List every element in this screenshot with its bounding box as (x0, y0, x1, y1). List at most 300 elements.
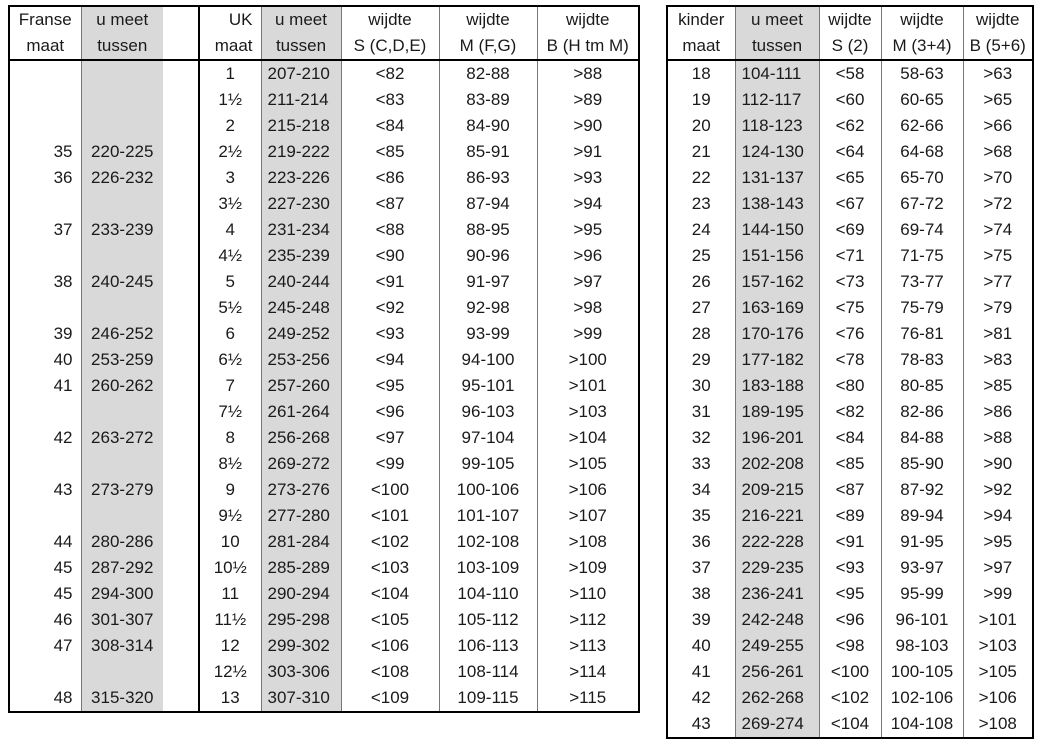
table-cell: 87-94 (439, 191, 537, 217)
table-cell (163, 607, 199, 633)
table-cell: 4½ (199, 243, 261, 269)
table-row (667, 347, 1033, 373)
table-cell: <87 (819, 477, 881, 503)
table-cell: >95 (537, 217, 639, 243)
table-cell: 92-98 (439, 295, 537, 321)
table-row (667, 269, 1033, 295)
table-cell: 27 (691, 298, 711, 317)
table-cell: 73-77 (881, 269, 963, 295)
table-cell: <97 (341, 425, 439, 451)
table-cell: 118-123 (735, 113, 819, 139)
table-cell: 236-241 (735, 581, 819, 607)
column-header: wijdte (881, 6, 963, 33)
table-cell: 294-300 (81, 581, 163, 607)
table-cell: 227-230 (261, 191, 341, 217)
table-row (667, 477, 1033, 503)
table-cell: 38 (53, 272, 73, 291)
table-cell: <95 (819, 581, 881, 607)
table-cell: 219-222 (261, 139, 341, 165)
table-cell: 88-95 (439, 217, 537, 243)
table-cell: 91-95 (881, 529, 963, 555)
table-cell (163, 425, 199, 451)
table-row (9, 633, 639, 659)
table-row (9, 113, 639, 139)
table-cell: <92 (341, 295, 439, 321)
table-cell: 7½ (199, 399, 261, 425)
table-cell: 12 (199, 633, 261, 659)
table-cell: 30 (691, 376, 711, 395)
table-cell (163, 581, 199, 607)
children-size-table-header (667, 6, 1033, 60)
table-cell: 100-106 (439, 477, 537, 503)
table-cell: 13 (199, 685, 261, 712)
table-cell: >90 (963, 451, 1033, 477)
table-cell: 290-294 (261, 581, 341, 607)
table-row (667, 87, 1033, 113)
table-cell: 102-106 (881, 685, 963, 711)
table-cell: 33 (691, 454, 711, 473)
table-cell: >109 (537, 555, 639, 581)
table-row (667, 659, 1033, 685)
table-cell: 216-221 (735, 503, 819, 529)
table-cell: 98-103 (881, 633, 963, 659)
table-cell: 242-248 (735, 607, 819, 633)
table-cell: 211-214 (261, 87, 341, 113)
table-row (667, 217, 1033, 243)
table-cell: 42 (53, 428, 73, 447)
table-cell: <91 (341, 269, 439, 295)
table-row (9, 295, 639, 321)
table-cell: 45 (53, 584, 73, 603)
table-cell: 1½ (199, 87, 261, 113)
table-cell: <83 (341, 87, 439, 113)
table-row (667, 555, 1033, 581)
table-cell: <104 (819, 711, 881, 738)
table-cell: <82 (341, 60, 439, 87)
table-row (9, 243, 639, 269)
table-cell: 36 (53, 168, 73, 187)
table-cell (163, 373, 199, 399)
table-cell (163, 503, 199, 529)
table-cell: 253-256 (261, 347, 341, 373)
table-cell: 144-150 (735, 217, 819, 243)
table-cell: <76 (819, 321, 881, 347)
table-row (667, 503, 1033, 529)
table-cell: 85-90 (881, 451, 963, 477)
table-cell: >96 (537, 243, 639, 269)
table-cell: 78-83 (881, 347, 963, 373)
adult-size-table-header (9, 6, 639, 60)
header-row (667, 33, 1033, 60)
table-cell: 39 (691, 610, 711, 629)
table-cell: 7 (199, 373, 261, 399)
table-cell: 40 (691, 636, 711, 655)
table-row (667, 711, 1033, 738)
table-cell: <86 (341, 165, 439, 191)
table-cell: >97 (537, 269, 639, 295)
table-cell: >97 (963, 555, 1033, 581)
table-row (9, 191, 639, 217)
table-cell: 240-244 (261, 269, 341, 295)
table-cell: >104 (537, 425, 639, 451)
table-cell: 23 (691, 194, 711, 213)
table-cell: 261-264 (261, 399, 341, 425)
table-cell: 64-68 (881, 139, 963, 165)
table-cell: 177-182 (735, 347, 819, 373)
table-cell: 307-310 (261, 685, 341, 712)
table-cell: 60-65 (881, 87, 963, 113)
table-cell: 84-90 (439, 113, 537, 139)
table-cell (81, 399, 163, 425)
table-cell (163, 191, 199, 217)
table-cell: 8½ (199, 451, 261, 477)
table-cell: 287-292 (81, 555, 163, 581)
table-row (667, 399, 1033, 425)
table-cell: 108-114 (439, 659, 537, 685)
column-header: M (3+4) (881, 33, 963, 60)
table-cell: 35 (691, 506, 711, 525)
table-cell: >113 (537, 633, 639, 659)
table-cell: 69-74 (881, 217, 963, 243)
column-header: wijdte (341, 6, 439, 33)
table-cell: 71-75 (881, 243, 963, 269)
table-cell: <96 (341, 399, 439, 425)
table-cell: 308-314 (81, 633, 163, 659)
adult-size-table-body (9, 60, 639, 712)
table-row (667, 191, 1033, 217)
table-cell: 47 (53, 636, 73, 655)
table-cell: >83 (963, 347, 1033, 373)
column-header: M (F,G) (439, 33, 537, 60)
column-header: B (H tm M) (537, 33, 639, 60)
table-row (9, 347, 639, 373)
table-cell: 45 (53, 558, 73, 577)
table-cell: >110 (537, 581, 639, 607)
table-cell: <89 (819, 503, 881, 529)
table-cell: 229-235 (735, 555, 819, 581)
table-cell: 223-226 (261, 165, 341, 191)
table-cell: 262-268 (735, 685, 819, 711)
table-cell: 84-88 (881, 425, 963, 451)
table-cell: <85 (819, 451, 881, 477)
table-cell: 22 (691, 168, 711, 187)
table-cell (163, 659, 199, 685)
table-cell: 95-101 (439, 373, 537, 399)
table-cell: 6 (199, 321, 261, 347)
table-cell: 256-268 (261, 425, 341, 451)
table-cell: 101-107 (439, 503, 537, 529)
table-cell: 189-195 (735, 399, 819, 425)
table-cell: 80-85 (881, 373, 963, 399)
table-cell: >103 (537, 399, 639, 425)
table-cell: 43 (691, 714, 711, 733)
table-cell: 97-104 (439, 425, 537, 451)
table-cell: >63 (963, 60, 1033, 87)
column-header: tussen (261, 33, 341, 60)
table-cell: 28 (691, 324, 711, 343)
table-cell: 29 (691, 350, 711, 369)
table-cell: <58 (819, 60, 881, 87)
table-cell: 299-302 (261, 633, 341, 659)
table-cell: >65 (963, 87, 1033, 113)
column-header: S (2) (819, 33, 881, 60)
table-cell (163, 139, 199, 165)
table-cell: 104-108 (881, 711, 963, 738)
table-cell (81, 243, 163, 269)
table-cell: 102-108 (439, 529, 537, 555)
table-row (667, 295, 1033, 321)
table-row (9, 87, 639, 113)
table-cell: 83-89 (439, 87, 537, 113)
table-cell (81, 503, 163, 529)
table-cell: 90-96 (439, 243, 537, 269)
table-cell: 285-289 (261, 555, 341, 581)
table-cell (9, 60, 81, 87)
table-cell (163, 217, 199, 243)
column-header: wijdte (537, 6, 639, 33)
table-cell: <105 (341, 607, 439, 633)
table-cell: 151-156 (735, 243, 819, 269)
column-header: u meet (735, 6, 819, 33)
table-cell: 112-117 (735, 87, 819, 113)
table-cell: >107 (537, 503, 639, 529)
column-header (163, 6, 199, 33)
table-cell: >99 (537, 321, 639, 347)
table-cell: 249-252 (261, 321, 341, 347)
table-cell: <84 (819, 425, 881, 451)
column-header: S (C,D,E) (341, 33, 439, 60)
table-cell (163, 113, 199, 139)
table-cell: 85-91 (439, 139, 537, 165)
table-cell: 215-218 (261, 113, 341, 139)
table-cell: 95-99 (881, 581, 963, 607)
table-cell: 9½ (199, 503, 261, 529)
table-cell: 6½ (199, 347, 261, 373)
table-row (9, 373, 639, 399)
column-header: UK (199, 6, 261, 33)
table-cell: 1 (199, 60, 261, 87)
table-cell: 256-261 (735, 659, 819, 685)
table-cell: <80 (819, 373, 881, 399)
table-cell: 25 (691, 246, 711, 265)
column-header: wijdte (819, 6, 881, 33)
table-cell: 91-97 (439, 269, 537, 295)
table-cell: >91 (537, 139, 639, 165)
table-row (9, 321, 639, 347)
adult-size-table (8, 5, 640, 713)
table-cell: >86 (963, 399, 1033, 425)
table-cell: 75-79 (881, 295, 963, 321)
table-cell: <90 (341, 243, 439, 269)
table-cell: <64 (819, 139, 881, 165)
table-cell: 34 (691, 480, 711, 499)
table-cell: >74 (963, 217, 1033, 243)
table-cell: 93-99 (439, 321, 537, 347)
table-row (9, 451, 639, 477)
table-row (9, 60, 639, 87)
table-row (9, 581, 639, 607)
table-row (667, 581, 1033, 607)
table-cell: 82-86 (881, 399, 963, 425)
table-cell: >101 (963, 607, 1033, 633)
table-cell: >94 (537, 191, 639, 217)
table-cell (9, 659, 81, 685)
table-cell: <102 (819, 685, 881, 711)
table-cell: 2½ (199, 139, 261, 165)
table-cell: <65 (819, 165, 881, 191)
table-cell: <67 (819, 191, 881, 217)
table-cell: <101 (341, 503, 439, 529)
table-cell: 67-72 (881, 191, 963, 217)
table-cell: <96 (819, 607, 881, 633)
table-cell: >108 (537, 529, 639, 555)
table-cell: >103 (963, 633, 1033, 659)
table-cell: >68 (963, 139, 1033, 165)
table-cell: 269-274 (735, 711, 819, 738)
table-cell: 163-169 (735, 295, 819, 321)
table-cell: 42 (691, 688, 711, 707)
table-cell (163, 60, 199, 87)
table-cell: <82 (819, 399, 881, 425)
table-cell: >95 (963, 529, 1033, 555)
table-cell: 105-112 (439, 607, 537, 633)
table-cell: 253-259 (81, 347, 163, 373)
table-row (667, 529, 1033, 555)
table-cell (163, 685, 199, 712)
table-cell: 10½ (199, 555, 261, 581)
table-cell: >93 (537, 165, 639, 191)
table-row (667, 633, 1033, 659)
table-cell: >106 (963, 685, 1033, 711)
table-cell: >101 (537, 373, 639, 399)
table-cell: >100 (537, 347, 639, 373)
table-cell: 96-101 (881, 607, 963, 633)
table-cell: <94 (341, 347, 439, 373)
table-cell: <108 (341, 659, 439, 685)
table-cell: 273-276 (261, 477, 341, 503)
table-cell: 10 (199, 529, 261, 555)
table-cell: 36 (691, 532, 711, 551)
table-cell: 273-279 (81, 477, 163, 503)
table-cell: 280-286 (81, 529, 163, 555)
table-row (667, 113, 1033, 139)
table-cell: 106-113 (439, 633, 537, 659)
table-cell: 62-66 (881, 113, 963, 139)
table-row (9, 139, 639, 165)
table-row (667, 373, 1033, 399)
table-cell: <75 (819, 295, 881, 321)
table-cell: 40 (53, 350, 73, 369)
table-cell: 301-307 (81, 607, 163, 633)
table-cell: 19 (691, 90, 711, 109)
table-cell: 260-262 (81, 373, 163, 399)
table-cell: >89 (537, 87, 639, 113)
table-cell: <99 (341, 451, 439, 477)
table-cell: 207-210 (261, 60, 341, 87)
table-cell: <104 (341, 581, 439, 607)
table-cell (163, 451, 199, 477)
table-cell (9, 503, 81, 529)
table-cell: >98 (537, 295, 639, 321)
table-cell: <100 (819, 659, 881, 685)
table-cell: >99 (963, 581, 1033, 607)
table-cell: >79 (963, 295, 1033, 321)
table-cell: 222-228 (735, 529, 819, 555)
table-cell (163, 529, 199, 555)
table-cell (9, 451, 81, 477)
table-row (9, 555, 639, 581)
header-row (667, 6, 1033, 33)
table-cell (81, 295, 163, 321)
table-cell: <98 (819, 633, 881, 659)
table-cell: 82-88 (439, 60, 537, 87)
table-cell: >115 (537, 685, 639, 712)
table-row (9, 399, 639, 425)
table-cell (81, 60, 163, 87)
table-cell: 131-137 (735, 165, 819, 191)
table-cell: 196-201 (735, 425, 819, 451)
table-cell (163, 347, 199, 373)
table-cell (9, 399, 81, 425)
table-cell (163, 321, 199, 347)
table-cell: 170-176 (735, 321, 819, 347)
table-cell (163, 243, 199, 269)
table-cell: 235-239 (261, 243, 341, 269)
table-cell: 2 (199, 113, 261, 139)
table-cell (163, 399, 199, 425)
table-cell (163, 295, 199, 321)
table-cell: <84 (341, 113, 439, 139)
table-cell: 315-320 (81, 685, 163, 712)
table-cell (163, 555, 199, 581)
table-cell: <87 (341, 191, 439, 217)
table-cell (163, 477, 199, 503)
header-row (9, 33, 639, 60)
table-row (667, 60, 1033, 87)
table-cell: 5 (199, 269, 261, 295)
table-cell: <100 (341, 477, 439, 503)
table-cell: <78 (819, 347, 881, 373)
table-cell: <62 (819, 113, 881, 139)
table-cell: 226-232 (81, 165, 163, 191)
table-cell: >75 (963, 243, 1033, 269)
table-cell: 31 (691, 402, 711, 421)
table-cell: 3 (199, 165, 261, 191)
table-cell: >66 (963, 113, 1033, 139)
column-header: tussen (81, 33, 163, 60)
table-cell: 37 (691, 558, 711, 577)
table-cell: <93 (341, 321, 439, 347)
table-cell: 89-94 (881, 503, 963, 529)
table-cell: 32 (691, 428, 711, 447)
table-cell: 65-70 (881, 165, 963, 191)
table-cell: 46 (53, 610, 73, 629)
table-cell: 124-130 (735, 139, 819, 165)
table-row (667, 243, 1033, 269)
table-row (9, 269, 639, 295)
table-cell: 263-272 (81, 425, 163, 451)
table-cell: 87-92 (881, 477, 963, 503)
header-row (9, 6, 639, 33)
table-row (667, 139, 1033, 165)
table-cell (81, 191, 163, 217)
table-row (667, 607, 1033, 633)
table-cell (81, 87, 163, 113)
table-cell (9, 113, 81, 139)
table-cell: 43 (53, 480, 73, 499)
table-cell: <85 (341, 139, 439, 165)
table-cell: 246-252 (81, 321, 163, 347)
